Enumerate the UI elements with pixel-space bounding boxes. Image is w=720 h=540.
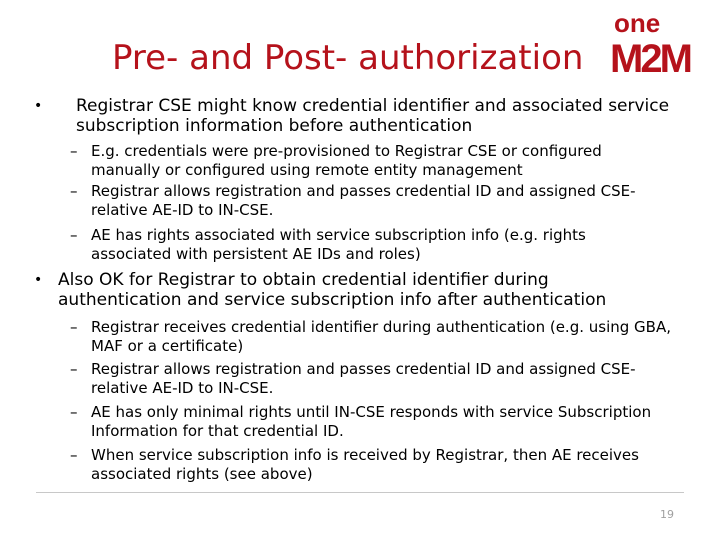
bullet-2-text: Also OK for Registrar to obtain credential identifier during authentication and service subscription info after authentication — [58, 270, 607, 310]
dash-marker: – — [70, 360, 78, 378]
bullet-1-text: Registrar CSE might know credential identifier and associated service subscription information before authentication — [76, 96, 670, 136]
dash-marker: – — [70, 226, 78, 244]
page-number: 19 — [660, 508, 674, 521]
bullet-dot: • — [34, 272, 43, 288]
footer-divider — [36, 492, 684, 493]
logo-text-one: one — [614, 8, 661, 38]
logo-text-m2m: M2M — [610, 37, 690, 78]
onem2m-logo — [608, 6, 712, 78]
slide-title: Pre- and Post- authorization — [112, 38, 584, 78]
dash-marker: – — [70, 446, 78, 464]
dash-marker: – — [70, 142, 78, 160]
dash-marker: – — [70, 318, 78, 336]
bullet-dot: • — [34, 98, 43, 114]
bullet-1 — [34, 96, 694, 140]
dash-marker: – — [70, 182, 78, 200]
dash-marker: – — [70, 403, 78, 421]
bullet-2 — [34, 270, 694, 314]
